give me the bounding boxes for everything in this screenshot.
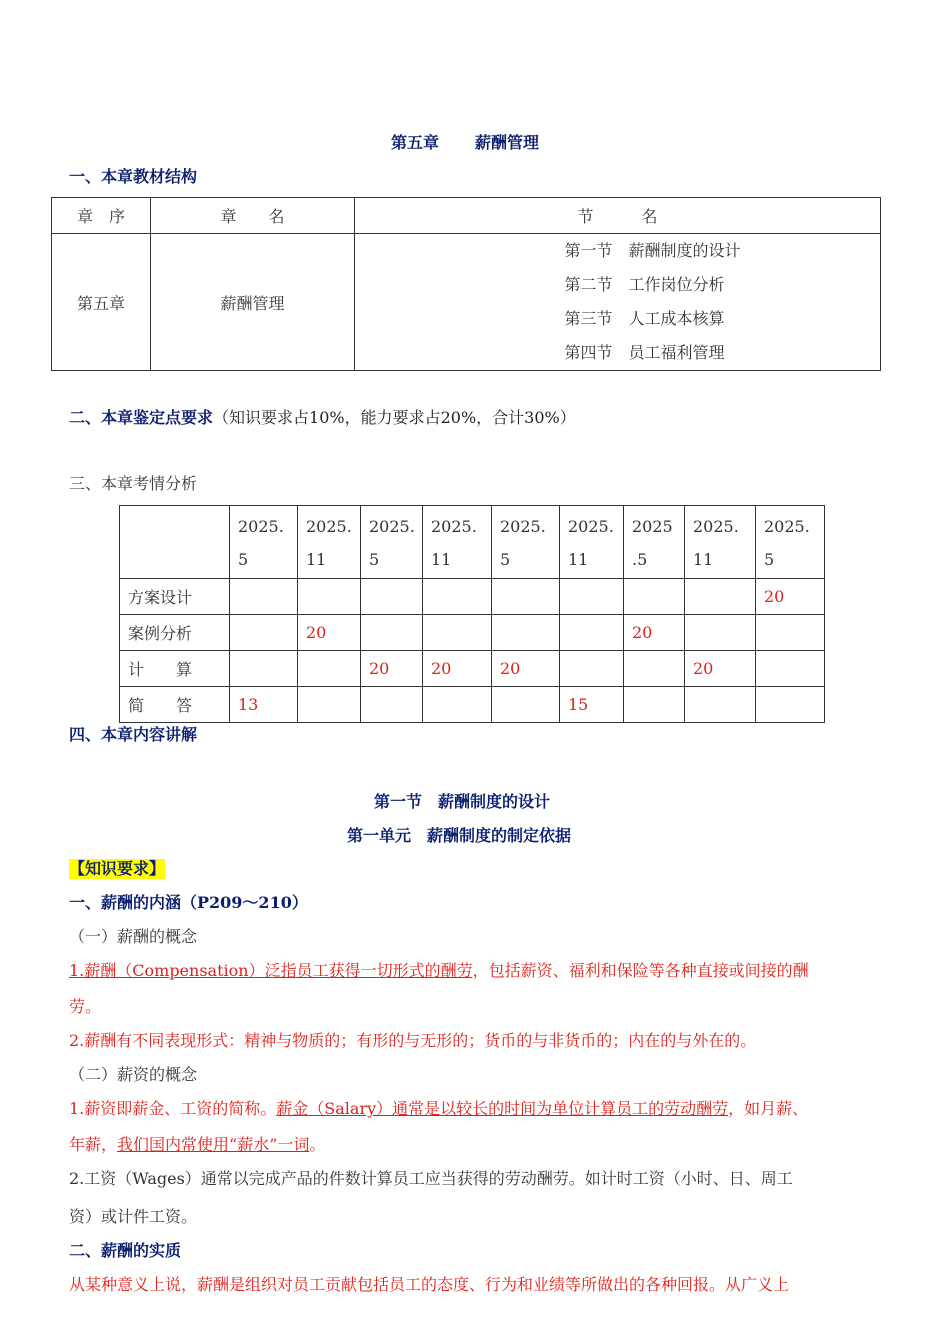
row-label: 计 算 [120, 651, 230, 687]
paragraph-4-line-1: 2.工资（Wages）通常以完成产品的件数计算员工应当获得的劳动酬劳。如计时工资（小时、日、周工 [69, 1169, 793, 1188]
paragraph-4-line-2: 资）或计件工资。 [69, 1207, 198, 1226]
exam-table [119, 505, 825, 723]
score-cell: 20 [624, 615, 685, 651]
year-col: 2025. 5 [756, 506, 825, 579]
year-col: 2025. 5 [361, 506, 423, 579]
paragraph-5: 从某种意义上说，薪酬是组织对员工贡献包括员工的态度、行为和业绩等所做出的各种回报。从广义上 [69, 1275, 790, 1294]
row-label: 方案设计 [120, 579, 230, 615]
heading-structure: 一、本章教材结构 [69, 167, 198, 186]
section-item: 第一节 薪酬制度的设计 [564, 241, 741, 260]
cell-chapter-name: 薪酬管理 [151, 234, 355, 371]
paragraph-2: 2.薪酬有不同表现形式：精神与物质的；有形的与无形的；货币的与非货币的；内在的与外在的。 [69, 1031, 757, 1050]
header-section-name: 节 名 [355, 198, 881, 234]
section-title: 第一节 薪酬制度的设计 [374, 792, 551, 811]
row-label: 简 答 [120, 687, 230, 723]
year-col: 2025. 11 [423, 506, 492, 579]
content-subheading-2: （二）薪资的概念 [69, 1065, 198, 1084]
section-item: 第三节 人工成本核算 [564, 309, 725, 328]
paragraph-1-line-1: 1.薪酬（Compensation）泛指员工获得一切形式的酬劳，包括薪资、福利和保险等各种直接或间接的酬 [69, 961, 809, 980]
content-heading-2: 二、薪酬的实质 [69, 1241, 182, 1260]
paragraph-3-line-2: 年薪，我们国内常使用“薪水”一词。 [69, 1135, 326, 1154]
chapter-number: 第五章 [391, 133, 440, 152]
section-item: 第二节 工作岗位分析 [564, 275, 725, 294]
score-cell: 20 [685, 651, 756, 687]
requirements-note: （知识要求占10%，能力要求占20%，合计30%） [213, 408, 576, 427]
score-cell: 20 [298, 615, 361, 651]
knowledge-tag: 【知识要求】 [69, 859, 166, 878]
content-subheading-1: （一）薪酬的概念 [69, 927, 198, 946]
year-col: 2025. 5 [492, 506, 560, 579]
exam-corner-cell [120, 506, 230, 579]
score-cell: 20 [361, 651, 423, 687]
section-item: 第四节 员工福利管理 [564, 343, 725, 362]
row-label: 案例分析 [120, 615, 230, 651]
chapter-name: 薪酬管理 [475, 133, 540, 152]
year-col: 2025 .5 [624, 506, 685, 579]
paragraph-3-line-1: 1.薪资即薪金、工资的简称。薪金（Salary）通常是以较长的时间为单位计算员工的劳动酬劳，如月薪、 [69, 1099, 809, 1118]
requirements-label: 二、本章鉴定点要求 [69, 408, 214, 427]
year-col: 2025. 11 [560, 506, 624, 579]
unit-title: 第一单元 薪酬制度的制定依据 [347, 826, 572, 845]
year-col: 2025. 11 [298, 506, 361, 579]
structure-table [51, 197, 881, 371]
score-cell: 20 [492, 651, 560, 687]
score-cell: 13 [230, 687, 298, 723]
year-col: 2025. 5 [230, 506, 298, 579]
header-chapter-name: 章 名 [151, 198, 355, 234]
score-cell: 20 [756, 579, 825, 615]
cell-sections [355, 234, 881, 371]
paragraph-1-line-2: 劳。 [69, 997, 102, 1016]
score-cell: 20 [423, 651, 492, 687]
year-col: 2025. 11 [685, 506, 756, 579]
header-chapter-no: 章 序 [52, 198, 151, 234]
content-heading-1: 一、薪酬的内涵（P209～210） [69, 893, 308, 912]
heading-requirements [69, 408, 576, 428]
cell-chapter-no: 第五章 [52, 234, 151, 371]
chapter-title [391, 133, 539, 153]
heading-exam-analysis: 三、本章考情分析 [69, 474, 198, 493]
score-cell: 15 [560, 687, 624, 723]
heading-content: 四、本章内容讲解 [69, 725, 198, 744]
